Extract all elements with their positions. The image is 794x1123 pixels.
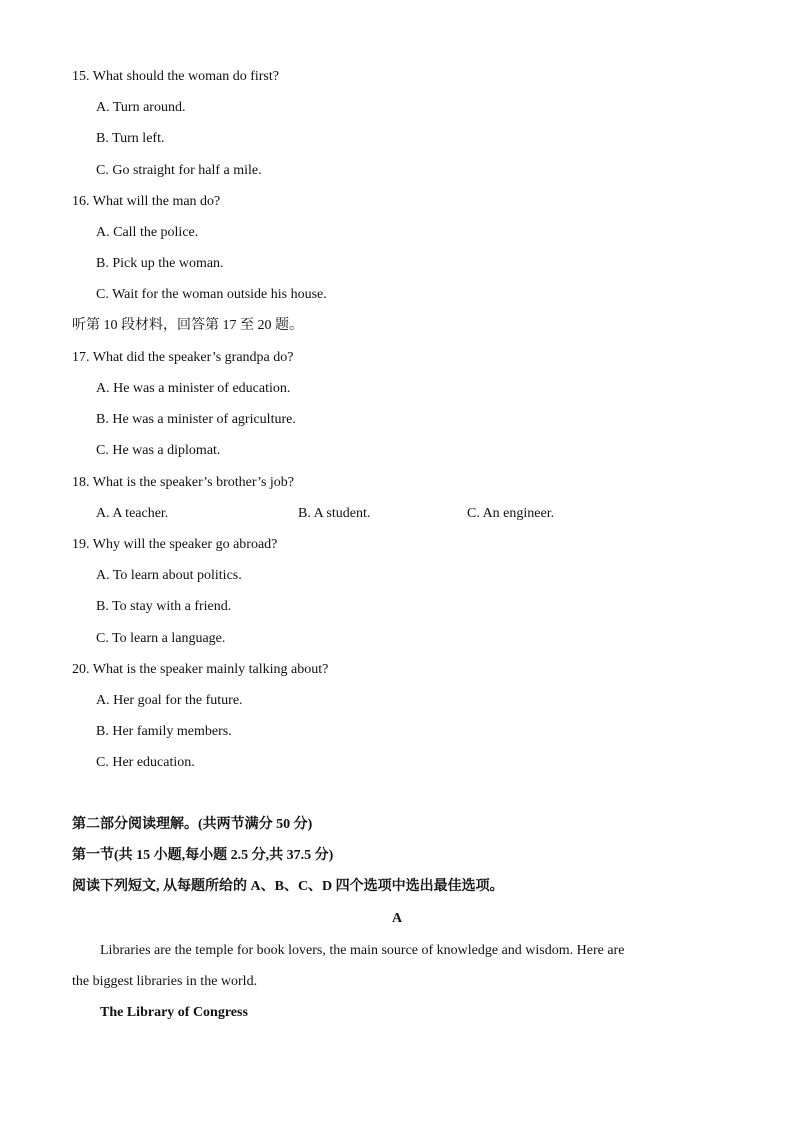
q19-option-c: C. To learn a language. — [96, 631, 226, 646]
q16-option-a: A. Call the police. — [96, 225, 199, 240]
q17-option-c: C. He was a diplomat. — [96, 443, 221, 458]
q16-option-b: B. Pick up the woman. — [96, 256, 224, 271]
q15-option-b: B. Turn left. — [96, 131, 165, 146]
q18-option-b: B. A student. — [298, 506, 371, 521]
section-10-instruction: 听第 10 段材料，回答第 17 至 20 题。 — [72, 318, 303, 333]
part2-section1: 第一节(共 15 小题,每小题 2.5 分,共 37.5 分) — [72, 848, 334, 863]
q17-stem: 17. What did the speaker’s grandpa do? — [72, 350, 294, 365]
q18-option-a: A. A teacher. — [96, 506, 169, 521]
part2-instruction: 阅读下列短文, 从每题所给的 A、B、C、D 四个选项中选出最佳选项。 — [72, 879, 504, 894]
q18-stem: 18. What is the speaker’s brother’s job? — [72, 475, 295, 490]
q15-option-c: C. Go straight for half a mile. — [96, 163, 262, 178]
q20-option-b: B. Her family members. — [96, 724, 232, 739]
q20-stem: 20. What is the speaker mainly talking about? — [72, 662, 329, 677]
q19-stem: 19. Why will the speaker go abroad? — [72, 537, 278, 552]
q20-option-c: C. Her education. — [96, 755, 195, 770]
q19-option-a: A. To learn about politics. — [96, 568, 242, 583]
q18-option-c: C. An engineer. — [467, 506, 555, 521]
q16-stem: 16. What will the man do? — [72, 194, 221, 209]
part2-title: 第二部分阅读理解。(共两节满分 50 分) — [72, 817, 313, 832]
passage-subheading: The Library of Congress — [100, 1005, 248, 1020]
q16-option-c: C. Wait for the woman outside his house. — [96, 287, 327, 302]
passage-paragraph-line2: the biggest libraries in the world. — [72, 974, 258, 989]
q17-option-b: B. He was a minister of agriculture. — [96, 412, 296, 427]
q20-option-a: A. Her goal for the future. — [96, 693, 243, 708]
q15-stem: 15. What should the woman do first? — [72, 69, 279, 84]
passage-label: A — [391, 911, 403, 926]
q17-option-a: A. He was a minister of education. — [96, 381, 291, 396]
q19-option-b: B. To stay with a friend. — [96, 599, 232, 614]
q15-option-a: A. Turn around. — [96, 100, 186, 115]
passage-paragraph-line1: Libraries are the temple for book lovers, the main source of knowledge and wisdom. Here are — [100, 943, 625, 958]
